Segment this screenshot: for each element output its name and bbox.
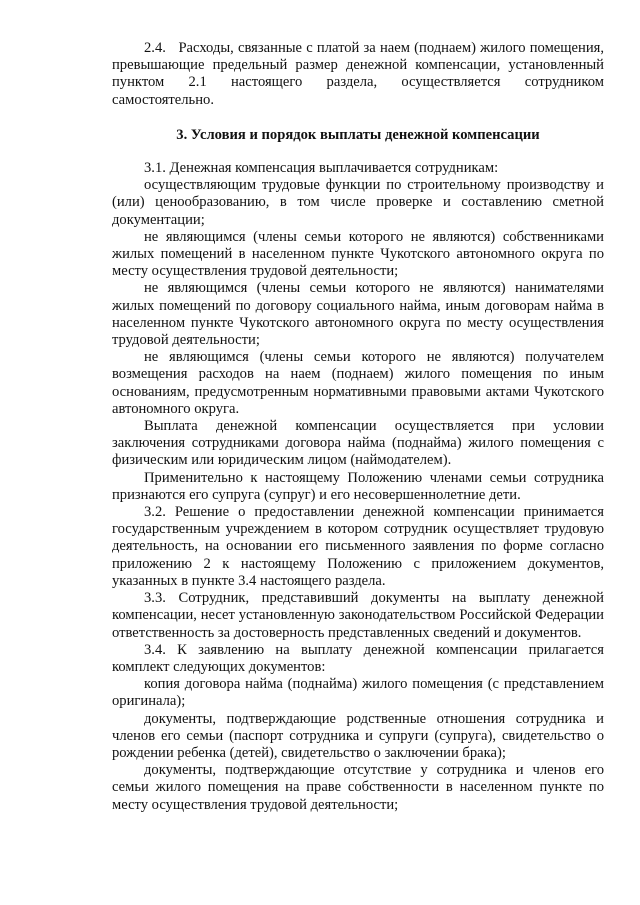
paragraph-3-2: 3.2. Решение о предоставлении денежной компенсации принимается государственным учреждением в котором сотрудник осуществляет трудовую деятельность, на основании его письменного заявления по форме согласно приложению 2 к настоящему Положению с приложением документов, указанных в пункте 3.4 настоящего раздела. [112, 504, 604, 589]
paragraph-doc-no-property: документы, подтверждающие отсутствие у сотрудника и членов его семьи жилого помещения на праве собственности в населенном пункте по месту осуществления трудовой деятельности; [112, 762, 604, 813]
paragraph-condition-not-owner: не являющимся (члены семьи которого не являются) собственниками жилых помещений в населенном пункте Чукотского автономного округа по месту осуществления трудовой деятельности; [112, 228, 604, 280]
paragraph-condition-construction: осуществляющим трудовые функции по строительному производству и (или) ценообразованию, в том числе проверке и составлению сметной документации; [112, 177, 604, 228]
paragraph-3-1: 3.1. Денежная компенсация выплачивается сотрудникам: [144, 160, 499, 177]
paragraph-family-definition: Применительно к настоящему Положению членами семьи сотрудника признаются его супруга (супруг) и его несовершеннолетние дети. [112, 469, 604, 503]
paragraph-2-4: 2.4. Расходы, связанные с платой за наем (поднаем) жилого помещения, превышающие предельный размер денежной компенсации, установленный пунктом 2.1 настоящего раздела, осуществляется сотрудником самостоятельно. [112, 40, 604, 108]
section-heading: 3. Условия и порядок выплаты денежной компенсации [176, 126, 540, 143]
paragraph-condition-not-recipient: не являющимся (члены семьи которого не являются) получателем возмещения расходов на наем (поднаем) жилого помещения по иным основаниям, предусмотренным нормативными правовыми актами Чукотского автономного округа. [112, 349, 604, 417]
document-page [112, 40, 604, 814]
paragraph-doc-family-relations: документы, подтверждающие родственные отношения сотрудника и членов его семьи (паспорт сотрудника и супруги (супруга), свидетельство о рождении ребенка (детей), свидетельство о заключении брака); [112, 710, 604, 761]
paragraph-3-4: 3.4. К заявлению на выплату денежной компенсации прилагается комплект следующих документов: [112, 641, 604, 675]
paragraph-doc-contract-copy: копия договора найма (поднайма) жилого помещения (с представлением оригинала); [112, 676, 604, 710]
paragraph-condition-not-tenant: не являющимся (члены семьи которого не являются) нанимателями жилых помещений по договору социального найма, иным договорам найма в населенном пункте Чукотского автономного округа по месту осуществления трудовой деятельности; [112, 280, 604, 349]
paragraph-payment-condition: Выплата денежной компенсации осуществляется при условии заключения сотрудниками договора найма (поднайма) жилого помещения с физическим или юридическим лицом (наймодателем). [112, 418, 604, 469]
paragraph-3-3: 3.3. Сотрудник, представивший документы на выплату денежной компенсации, несет установленную законодательством Российской Федерации ответственность за достоверность представленных сведений и документов. [112, 590, 604, 641]
